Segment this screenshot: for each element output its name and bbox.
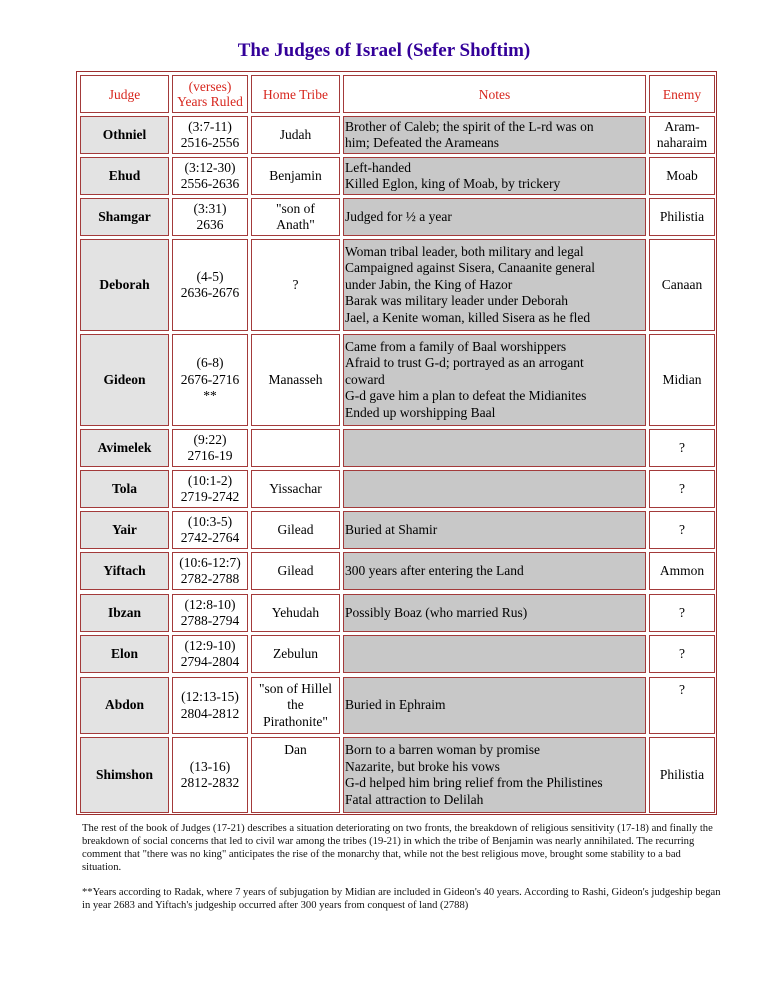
header-years-text: (verses) Years Ruled [177,79,243,109]
row-12-tribe [251,677,340,734]
row-10-tribe-text: Yehudah [271,604,320,620]
row-7-notes [343,470,646,508]
row-2-years [172,157,248,195]
header-enemy-text: Enemy [662,86,702,102]
row-6-enemy [649,429,715,467]
row-1-enemy-text: Aram- naharaim [656,118,708,150]
row-3-years-text: (3:31) 2636 [193,200,227,232]
row-4-tribe [251,239,340,331]
footer-paragraph-1: The rest of the book of Judges (17-21) describes a situation deteriorating on two fronts, the breakdown of religious sensitivity (17-18) and finally the breakdown of social concerns that led to civil war among the tribes (19-21) in which the tribe of Benjamin was nearly annihilated. The recurring comment that "there was no king" anticipates the rise of the monarchy that, while not the best religious move, brought some stability to a bad situation. [82,823,713,873]
row-13-tribe-text: Dan [284,742,307,757]
row-9-judge-text: Yiftach [103,562,146,578]
row-2-tribe-text: Benjamin [269,167,322,183]
row-11-judge [80,635,169,673]
row-13-years [172,737,248,813]
footer-paragraph-2: **Years according to Radak, where 7 years of subjugation by Midian are included in Gideon's 40 years. According to Rashi, Gideon's judgeship began in year 2683 and Yiftach's judgeship occurred after 300 years from conquest of land (2788) [82,887,721,911]
header-tribe-text: Home Tribe [263,86,328,102]
row-11-years-text: (12:9-10) 2794-2804 [180,637,240,669]
row-5-notes-text: Came from a family of Baal worshippers Afraid to trust G-d; portrayed as an arrogant coward G-d gave him a plan to defeat the Midianites Ended up worshipping Baal [345,338,587,420]
header-judge [80,75,169,113]
row-7-enemy [649,470,715,508]
row-7-enemy-text: ? [679,480,685,496]
header-tribe [251,75,340,113]
row-10-judge [80,594,169,632]
row-8-enemy-text: ? [679,521,685,537]
row-11-judge-text: Elon [110,645,138,661]
header-notes-text: Notes [478,86,511,102]
row-11-enemy [649,635,715,673]
page-title: The Judges of Israel (Sefer Shoftim) [237,40,531,61]
row-12-enemy-text: ? [679,682,685,697]
row-9-notes-text: 300 years after entering the Land [345,562,524,578]
row-2-judge-text: Ehud [108,167,141,183]
header-years [172,75,248,113]
row-13-years-text: (13-16) 2812-2832 [180,758,240,790]
row-6-judge [80,429,169,467]
row-12-notes-text: Buried in Ephraim [345,697,446,713]
row-9-years-text: (10:6-12:7) 2782-2788 [179,554,241,586]
row-9-tribe [251,552,340,590]
row-11-tribe-text: Zebulun [273,645,318,661]
row-8-notes [343,511,646,549]
row-2-judge [80,157,169,195]
row-13-judge-text: Shimshon [95,766,154,782]
row-11-years [172,635,248,673]
row-13-judge [80,737,169,813]
row-3-notes-text: Judged for ½ a year [345,208,452,224]
row-5-notes [343,334,646,426]
row-9-judge [80,552,169,590]
row-8-judge [80,511,169,549]
row-1-judge-text: Othniel [102,126,147,142]
row-9-notes [343,552,646,590]
row-8-tribe [251,511,340,549]
row-13-notes [343,737,646,813]
row-12-enemy [649,677,715,734]
row-10-enemy [649,594,715,632]
row-2-tribe [251,157,340,195]
row-7-tribe-text: Yissachar [269,480,322,496]
row-4-judge-text: Deborah [99,276,150,292]
row-4-years [172,239,248,331]
header-judge-text: Judge [108,86,141,102]
row-3-judge [80,198,169,236]
row-12-notes [343,677,646,734]
row-1-years-text: (3:7-11) 2516-2556 [180,118,240,150]
row-1-tribe [251,116,340,154]
row-4-notes [343,239,646,331]
row-5-years-text: (6-8) 2676-2716 ** [180,355,240,404]
row-13-enemy-text: Philistia [659,766,705,782]
row-12-judge-text: Abdon [104,697,145,713]
row-2-notes-text: Left-handed Killed Eglon, king of Moab, by trickery [345,159,561,191]
row-5-tribe-text: Manasseh [268,371,323,387]
row-6-tribe [251,429,340,467]
row-7-judge [80,470,169,508]
row-8-notes-text: Buried at Shamir [345,521,438,537]
row-1-tribe-text: Judah [279,126,312,142]
row-6-judge-text: Avimelek [97,439,152,455]
row-10-notes-text: Possibly Boaz (who married Rus) [345,604,528,620]
row-8-years-text: (10:3-5) 2742-2764 [180,513,240,545]
row-10-tribe [251,594,340,632]
row-10-years [172,594,248,632]
row-5-enemy [649,334,715,426]
row-5-judge [80,334,169,426]
row-8-tribe-text: Gilead [277,521,314,537]
row-9-tribe-text: Gilead [277,562,314,578]
row-6-enemy-text: ? [679,439,685,455]
row-12-tribe-text: "son of Hillel the Pirathonite" [258,680,332,729]
row-5-enemy-text: Midian [662,371,702,387]
row-10-enemy-text: ? [679,604,685,620]
row-7-tribe [251,470,340,508]
row-13-notes-text: Born to a barren woman by promise Nazarite, but broke his vows G-d helped him bring relief from the Philistines Fatal attraction to Delilah [345,742,603,807]
row-12-years-text: (12:13-15) 2804-2812 [180,689,240,721]
row-13-tribe [251,737,340,813]
row-4-enemy [649,239,715,331]
row-12-years [172,677,248,734]
row-3-enemy [649,198,715,236]
row-6-years-text: (9:22) 2716-19 [187,431,233,463]
row-1-notes [343,116,646,154]
row-3-tribe [251,198,340,236]
row-2-enemy-text: Moab [666,167,698,183]
row-4-enemy-text: Canaan [661,276,703,292]
row-1-judge [80,116,169,154]
row-6-notes [343,429,646,467]
row-3-enemy-text: Philistia [659,208,705,224]
row-10-notes [343,594,646,632]
row-2-notes [343,157,646,195]
row-7-years-text: (10:1-2) 2719-2742 [180,472,240,504]
row-8-judge-text: Yair [112,521,137,537]
row-9-years [172,552,248,590]
row-12-judge [80,677,169,734]
row-3-years [172,198,248,236]
row-6-years [172,429,248,467]
row-10-judge-text: Ibzan [107,604,141,620]
row-9-enemy [649,552,715,590]
row-11-notes [343,635,646,673]
row-4-tribe-text: ? [292,276,299,292]
row-1-years [172,116,248,154]
row-2-years-text: (3:12-30) 2556-2636 [180,159,240,191]
row-3-judge-text: Shamgar [98,208,151,224]
row-7-judge-text: Tola [111,480,138,496]
row-11-enemy-text: ? [679,645,685,661]
row-2-enemy [649,157,715,195]
row-11-tribe [251,635,340,673]
row-4-judge [80,239,169,331]
row-1-notes-text: Brother of Caleb; the spirit of the L-rd was on him; Defeated the Arameans [345,118,594,150]
row-1-enemy [649,116,715,154]
row-5-years [172,334,248,426]
row-9-enemy-text: Ammon [659,562,705,578]
header-enemy [649,75,715,113]
row-5-tribe [251,334,340,426]
row-8-years [172,511,248,549]
row-3-tribe-text: "son of Anath" [276,200,315,232]
row-5-judge-text: Gideon [103,371,146,387]
row-4-notes-text: Woman tribal leader, both military and legal Campaigned against Sisera, Canaanite general under Jabin, the King of Hazor Barak was military leader under Deborah Jael, a Kenite woman, killed Sisera as he fled [345,243,596,325]
row-7-years [172,470,248,508]
row-13-enemy [649,737,715,813]
row-4-years-text: (4-5) 2636-2676 [180,268,240,300]
row-8-enemy [649,511,715,549]
row-3-notes [343,198,646,236]
header-notes [343,75,646,113]
row-10-years-text: (12:8-10) 2788-2794 [180,596,240,628]
